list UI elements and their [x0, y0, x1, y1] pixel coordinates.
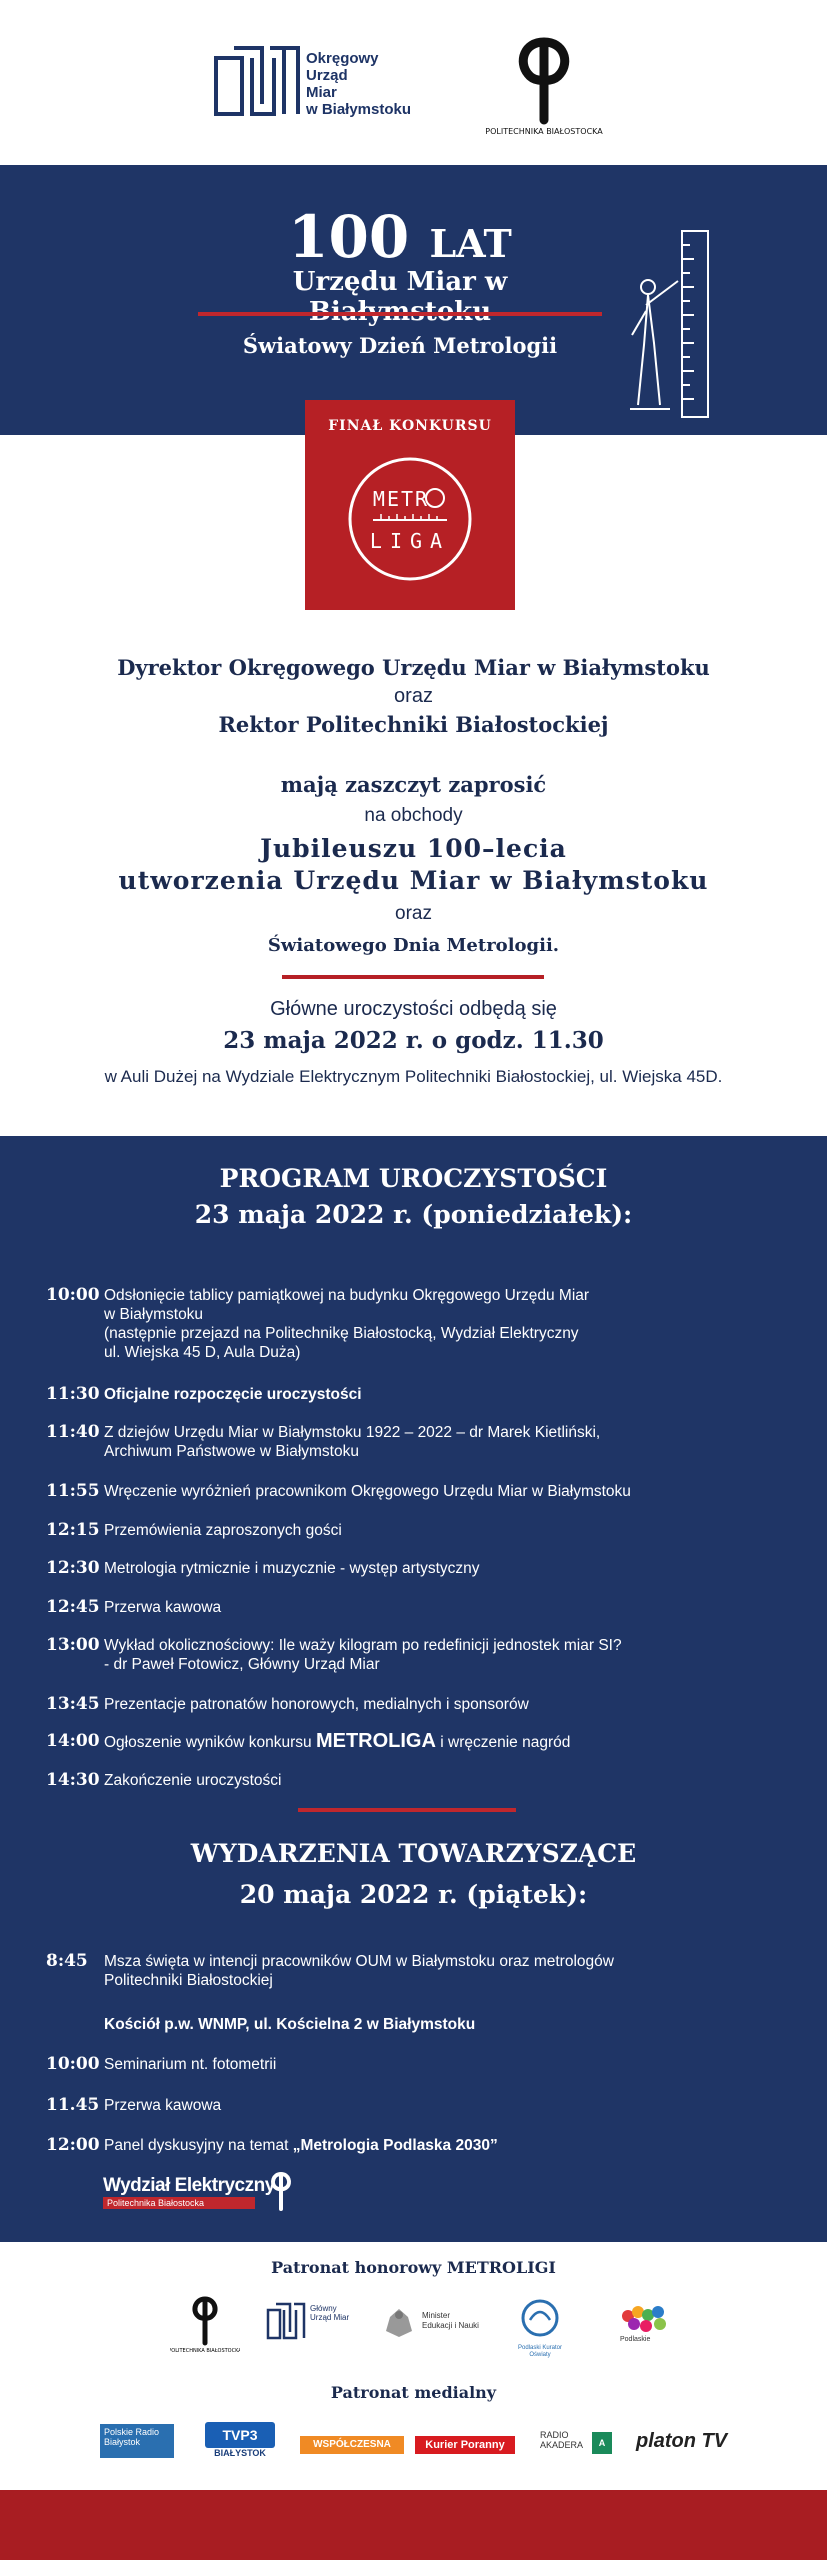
program-item-desc-line: Archiwum Państwowe w Białymstoku	[104, 1443, 359, 1460]
inv-line7: Światowego Dnia Metrologii.	[267, 935, 560, 956]
program-item-time: 13:45	[46, 1694, 100, 1714]
program-item-desc	[104, 1482, 794, 1501]
radio-akadera-logo: RADIO AKADERA A	[540, 2430, 614, 2458]
program-item-desc-line: (następnie przejazd na Politechnikę Białostocką, Wydział Elektryczny	[104, 1325, 579, 1342]
measuring-man-icon	[620, 225, 720, 425]
media-title: Patronat medialny	[330, 2383, 497, 2402]
program-item-time: 12:30	[46, 1558, 100, 1578]
svg-text:METR: METR	[372, 487, 430, 511]
program-item-desc-line: ul. Wiejska 45 D, Aula Duża)	[104, 1344, 301, 1361]
main-line3: w Auli Dużej na Wydziale Elektrycznym Politechniki Białostockiej, ul. Wiejska 45D.	[104, 1067, 723, 1086]
tvp3-logo: TVP3 BIAŁYSTOK	[205, 2422, 281, 2462]
events-date: 20 maja 2022 r. (piątek):	[239, 1880, 588, 1909]
event-item-time: 10:00	[46, 2054, 100, 2074]
program-item-desc	[104, 1771, 794, 1790]
oum-name: Okręgowy Urząd Miar w Białymstoku	[306, 50, 412, 118]
inv-line4: na obchody	[364, 805, 463, 826]
event-item-desc-line: Kościół p.w. WNMP, ul. Kościelna 2 w Białymstoku	[104, 2016, 476, 2033]
program-item-time: 11:30	[46, 1384, 100, 1404]
program-item-desc	[104, 1423, 794, 1461]
event-item-time: 12:00	[46, 2135, 100, 2155]
program-item-desc-line: Prezentacje patronatów honorowych, medialnych i sponsorów	[104, 1696, 529, 1713]
wspolczesna-logo: WSPÓŁCZESNA	[300, 2436, 404, 2454]
program-item-desc	[104, 1636, 794, 1674]
main-line2: 23 maja 2022 r. o godz. 11.30	[223, 1027, 604, 1054]
hero-divider	[198, 312, 602, 316]
gum-logo: Główny Urząd Miar	[266, 2302, 356, 2342]
event-item-desc	[104, 2136, 794, 2155]
program-item-time: 11:40	[46, 1422, 100, 1442]
main-line1: Główne uroczystości odbędą się	[270, 998, 557, 1020]
pb-patron-logo	[170, 2295, 240, 2355]
program-item-desc	[104, 1559, 794, 1578]
program-section	[0, 1136, 827, 2242]
program-item-desc-line: Wręczenie wyróżnień pracownikom Okręgowego Urzędu Miar w Białymstoku	[104, 1483, 631, 1500]
final-konkursu-box	[305, 400, 515, 610]
faculty-logo	[103, 2175, 275, 2209]
kurator-logo: Podlaski Kurator Oświaty	[510, 2298, 570, 2358]
program-item-time: 14:00	[46, 1731, 100, 1751]
pb-small-icon	[263, 2171, 299, 2213]
program-item-desc	[104, 1286, 794, 1362]
program-item-time: 14:30	[46, 1770, 100, 1790]
pb-name: POLITECHNIKA BIAŁOSTOCKA	[485, 127, 603, 136]
program-date: 23 maja 2022 r. (poniedziałek):	[194, 1200, 633, 1229]
politechnika-logo-icon	[484, 36, 604, 138]
event-item-time: 8:45	[46, 1951, 88, 1971]
program-item-time: 10:00	[46, 1285, 100, 1305]
program-item-desc-line: Zakończenie uroczystości	[104, 1772, 282, 1789]
inv-line1: Dyrektor Okręgowego Urzędu Miar w Białymstoku	[117, 655, 710, 680]
program-item-desc-line: Odsłonięcie tablicy pamiątkowej na budynku Okręgowego Urzędu Miar	[104, 1287, 590, 1304]
polskie-radio-logo: Polskie Radio Białystok	[100, 2424, 174, 2458]
program-item-desc-line: Metrologia rytmicznie i muzycznie - występ artystyczny	[104, 1560, 480, 1577]
program-item-desc	[104, 1385, 794, 1404]
event-item-desc-line: Przerwa kawowa	[104, 2097, 222, 2114]
program-item-time: 13:00	[46, 1635, 100, 1655]
event-item-desc	[104, 2015, 794, 2034]
event-item-desc	[104, 2096, 794, 2115]
metroliga-logo-icon	[345, 454, 475, 584]
program-item-desc-line: Oficjalne rozpoczęcie uroczystości	[104, 1386, 362, 1403]
inv-oraz2: oraz	[395, 903, 432, 924]
inv-line3: mają zaszczyt zaprosić	[280, 772, 547, 797]
inv-oraz1: oraz	[394, 685, 433, 707]
event-item-desc-line: Politechniki Białostockiej	[104, 1972, 273, 1989]
oum-logo-icon	[212, 44, 302, 120]
program-item-desc	[104, 1598, 794, 1617]
event-item-desc-line: Msza święta w intencji pracowników OUM w Białymstoku oraz metrologów	[104, 1953, 614, 1970]
svg-text:POLITECHNIKA BIAŁOSTOCKA: POLITECHNIKA BIAŁOSTOCKA	[170, 2348, 240, 2354]
hero-banner	[0, 165, 827, 435]
program-item-time: 12:15	[46, 1520, 100, 1540]
program-item-desc-line: - dr Paweł Fotowicz, Główny Urząd Miar	[104, 1656, 380, 1673]
program-item-desc-line: Wykład okolicznościowy: Ile waży kilogram po redefinicji jednostek miar SI?	[104, 1637, 622, 1654]
program-item-desc-bold: METROLIGA	[315, 1730, 436, 1752]
program-item-desc-post: i wręczenie nagród	[435, 1734, 571, 1751]
footer-bar	[0, 2490, 827, 2560]
program-item-desc-pre: Ogłoszenie wyników konkursu	[104, 1734, 316, 1751]
program-item-desc-line: Przemówienia zaproszonych gości	[104, 1522, 342, 1539]
honorary-title: Patronat honorowy METROLIGI	[271, 2258, 556, 2277]
event-item-desc-bold: „Metrologia Podlaska 2030”	[292, 2137, 498, 2154]
program-item-time: 12:45	[46, 1597, 100, 1617]
faculty-sub: Politechnika Białostocka	[103, 2197, 255, 2209]
hero-subtitle: Urzędu Miar w	[292, 267, 508, 297]
inv-line6: utworzenia Urzędu Miar w Białymstoku	[118, 866, 709, 895]
event-item-desc-pre: Panel dyskusyjny na temat	[104, 2137, 293, 2154]
final-title: FINAŁ KONKURSU	[328, 418, 492, 434]
program-item-desc-line: w Białymstoku	[104, 1306, 204, 1323]
event-item-time: 11.45	[46, 2095, 100, 2115]
program-item-desc	[104, 1521, 794, 1540]
program-item-desc-line: Z dziejów Urzędu Miar w Białymstoku 1922 – 2022 – dr Marek Kietliński,	[104, 1424, 601, 1441]
men-logo: Minister Edukacji i Nauki	[382, 2305, 482, 2345]
event-item-desc-line: Seminarium nt. fotometrii	[104, 2056, 277, 2073]
program-item-time: 11:55	[46, 1481, 100, 1501]
faculty-name: Wydział Elektryczny	[103, 2175, 275, 2196]
podlaskie-logo: Podlaskie	[610, 2300, 680, 2350]
program-title: PROGRAM UROCZYSTOŚCI	[219, 1164, 608, 1193]
program-item-desc-line: Przerwa kawowa	[104, 1599, 222, 1616]
event-item-desc	[104, 1952, 794, 1990]
events-title: WYDARZENIA TOWARZYSZĄCE	[190, 1839, 637, 1868]
program-divider	[298, 1808, 516, 1812]
hero-day: Światowy Dzień Metrologii	[242, 333, 558, 358]
platon-tv-logo: platon TV	[636, 2430, 728, 2452]
inv-divider	[282, 975, 544, 979]
inv-line2: Rektor Politechniki Białostockiej	[218, 712, 609, 737]
program-item-desc	[104, 1695, 794, 1714]
kurier-poranny-logo: Kurier Poranny	[415, 2436, 515, 2454]
hero-title: 100 LAT	[288, 203, 512, 271]
program-item-desc	[104, 1732, 794, 1752]
event-item-desc	[104, 2055, 794, 2074]
svg-text:LIGA: LIGA	[369, 529, 451, 553]
header	[0, 0, 827, 165]
inv-line5: Jubileuszu 100–lecia	[260, 834, 567, 863]
